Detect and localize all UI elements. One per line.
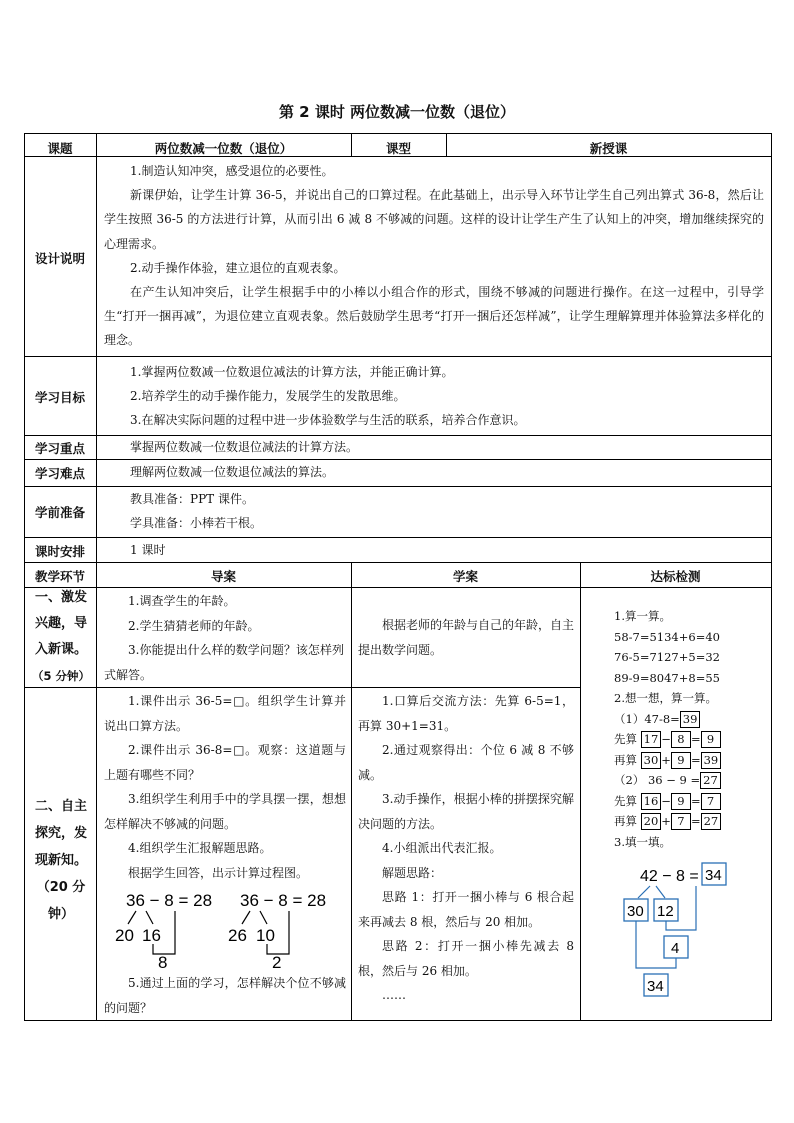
check-line (614, 647, 764, 668)
study-item: 3.动手操作，根据小棒的拼摆探究解决问题的方法。 (358, 792, 574, 831)
check-eq: 34+6=40 (664, 629, 720, 644)
study-item: 根据老师的年龄与自己的年龄，自主提出数学问题。 (358, 618, 575, 657)
diagram1-a: 20 (115, 926, 134, 945)
prep-teacher: 教具准备：PPT 课件。 (130, 492, 254, 506)
check-q1-step2: 再算 30 + 9 = 39 (614, 750, 764, 771)
calc-diagrams (108, 886, 344, 970)
goal-item: 1.掌握两位数减一位数退位减法的计算方法，并能正确计算。 (130, 365, 454, 379)
answer-box: 16 (641, 793, 662, 810)
fill-link (636, 921, 676, 968)
check-eq: 27+5=32 (664, 650, 720, 664)
guide-item: 3.你能提出什么样的数学问题？该怎样列式解答。 (104, 643, 344, 682)
stage2-name-line: （20 分 (36, 880, 86, 895)
diagram2-c: 2 (272, 953, 282, 970)
stage2-study (358, 689, 574, 1008)
design-paragraph: 在产生认知冲突后，让学生根据手中的小棒以小组合作的形式，围绕不够减的问题进行操作。在这一过程中，引导学生“打开一捆再减”，为退位建立直观表象。然后鼓励学生思考“打开一捆后还怎样减”，让学生理解算理并体验算法多样化的理念。 (104, 285, 764, 348)
check-eq: 58-7=51 (614, 629, 665, 644)
study-item: 2.通过观察得出：个位 6 减 8 不够减。 (358, 743, 574, 782)
check-content (614, 606, 764, 852)
check-q2-step1: 先算 16 − 9 = 7 (614, 791, 764, 812)
topic-label: 课题 (47, 141, 73, 156)
guide-item: 4.组织学生汇报解题思路。 (128, 841, 272, 855)
diagram-branch (242, 911, 250, 924)
fill-diagram (618, 858, 738, 1002)
step-label: 再算 (614, 814, 637, 828)
answer-box: 27 (700, 772, 721, 789)
diagram-branch (260, 911, 267, 924)
study-item: 思路 1：打开一捆小棒与 6 根合起来再减去 8 根，然后与 20 相加。 (358, 890, 574, 929)
guide-item: 5.通过上面的学习，怎样解决个位不够减的问题？ (104, 976, 346, 1015)
fill-branch (656, 886, 665, 898)
col-divider (351, 562, 352, 1021)
schedule-label: 课时安排 (34, 544, 85, 559)
fill-b: 12 (657, 903, 674, 920)
difficulty-label: 学习难点 (34, 466, 85, 481)
design-label: 设计说明 (34, 251, 85, 266)
diagram2-b: 10 (256, 926, 275, 945)
study-item: 1.口算后交流方法：先算 6-5=1，再算 30+1=31。 (358, 694, 574, 733)
fill-branch (638, 886, 650, 898)
diagram1-c: 8 (158, 953, 168, 970)
design-content (104, 159, 764, 353)
check-section-3: 3.填一填。 (614, 834, 671, 849)
stage2-name-line: 钟） (47, 907, 74, 922)
type-label: 课型 (385, 141, 411, 156)
check-q2-step2: 再算 20 + 7 = 27 (614, 811, 764, 832)
answer-box: 9 (671, 752, 691, 769)
design-paragraph: 2.动手操作体验，建立退位的直观表象。 (130, 260, 346, 275)
fill-answer: 34 (705, 867, 722, 884)
stage2-name-line: 二、自主 (34, 799, 87, 814)
col-guide: 导案 (210, 569, 236, 584)
stage2-guide-end (104, 971, 346, 1020)
schedule-value: 1 课时 (130, 543, 166, 557)
col-check: 达标检测 (650, 569, 701, 584)
key-value: 掌握两位数减一位数退位减法的计算方法。 (130, 440, 359, 454)
diagram1-b: 16 (142, 926, 161, 945)
page-title: 第 2 课时 两位数减一位数（退位） (278, 103, 516, 121)
design-paragraph: 1.制造认知冲突，感受退位的必要性。 (130, 164, 334, 178)
stage2-name-line: 探究，发 (34, 826, 87, 841)
answer-box: 17 (641, 731, 662, 748)
fill-c: 4 (671, 940, 680, 957)
fill-a: 30 (627, 903, 644, 920)
prep-label: 学前准备 (34, 505, 85, 520)
diagram2-expr: 36 − 8 = 28 (240, 891, 327, 910)
check-section-1: 1.算一算。 (614, 609, 671, 623)
study-item: 解题思路： (382, 865, 443, 880)
answer-box: 9 (701, 731, 721, 748)
goals-label: 学习目标 (34, 390, 85, 405)
stage1-guide (104, 589, 344, 687)
step-label: 再算 (614, 752, 637, 767)
type-value: 新授课 (589, 141, 628, 156)
goal-item: 3.在解决实际问题的过程中进一步体验数学与生活的联系，培养合作意识。 (130, 413, 526, 427)
col-study: 学案 (452, 569, 478, 584)
answer-box: 20 (641, 813, 662, 830)
answer-box: 39 (680, 711, 701, 728)
stage1-name-line: 兴趣，导 (34, 616, 87, 631)
stage1-name-line: （5 分钟） (31, 669, 90, 683)
table-border-right (771, 133, 772, 1021)
check-eq: 89-9=80 (614, 670, 665, 685)
check-section-2: 2.想一想，算一算。 (614, 691, 717, 705)
check-q1 (614, 709, 764, 730)
row-divider (24, 587, 772, 588)
stage1-name (26, 585, 96, 689)
check-line (614, 668, 764, 689)
answer-box: 27 (701, 813, 722, 830)
prep-student: 学具准备：小棒若干根。 (130, 516, 263, 530)
diagram2-a: 26 (228, 926, 247, 945)
diagram1-expr: 36 − 8 = 28 (126, 891, 213, 910)
stage1-study (358, 613, 574, 662)
answer-box: 39 (701, 752, 722, 769)
table-border-top (24, 133, 772, 134)
study-item: 4.小组派出代表汇报。 (382, 841, 502, 855)
check-q1-step1: 先算 17 − 8 = 9 (614, 729, 764, 750)
table-border-bottom (24, 1020, 772, 1021)
fill-expr: 42 − 8 = (640, 868, 699, 885)
answer-box: 9 (671, 793, 691, 810)
stage1-name-line: 入新课。 (34, 642, 87, 657)
guide-item: 2.课件出示 36-8=□。观察：这道题与上题有哪些不同？ (104, 743, 346, 782)
study-item: 思路 2：打开一捆小棒先减去 8 根，然后与 26 相加。 (358, 939, 574, 978)
row-divider (24, 562, 772, 563)
stage2-name (26, 793, 96, 928)
diagram-branch (146, 911, 153, 924)
topic-value: 两位数减一位数（退位） (154, 141, 293, 156)
difficulty-value: 理解两位数减一位数退位减法的算法。 (130, 465, 335, 479)
study-item: …… (382, 988, 406, 1002)
guide-item: 1.调查学生的年龄。 (128, 594, 236, 608)
diagram-branch (128, 911, 136, 924)
goal-item: 2.培养学生的动手操作能力，发展学生的发散思维。 (130, 389, 406, 403)
stage1-name-line: 一、激发 (34, 590, 87, 605)
check-eq: 76-5=71 (614, 650, 665, 664)
fill-d: 34 (647, 978, 664, 995)
guide-item: 根据学生回答，出示计算过程图。 (128, 865, 309, 880)
answer-box: 30 (641, 752, 662, 769)
key-label: 学习重点 (34, 441, 85, 456)
q1-expr: （1）47-8= (614, 711, 680, 726)
row-divider (24, 356, 772, 357)
stage2-guide (104, 689, 346, 885)
guide-item: 3.组织学生利用手中的学具摆一摆，想想怎样解决不够减的问题。 (104, 792, 346, 831)
check-eq: 47+8=55 (664, 670, 720, 685)
col-stage: 教学环节 (34, 569, 85, 584)
answer-box: 8 (671, 731, 691, 748)
col-divider (580, 562, 581, 1021)
row-divider (24, 687, 581, 688)
step-label: 先算 (614, 732, 637, 746)
answer-box: 7 (671, 813, 691, 830)
guide-item: 1.课件出示 36-5=□。组织学生计算并说出口算方法。 (104, 694, 346, 733)
check-line (614, 627, 764, 648)
check-q2 (614, 770, 764, 791)
step-label: 先算 (614, 793, 637, 808)
answer-box: 7 (701, 793, 721, 810)
guide-item: 2.学生猜猜老师的年龄。 (128, 618, 260, 633)
goals-content (130, 360, 770, 432)
design-paragraph: 新课伊始，让学生计算 36-5，并说出自己的口算过程。在此基础上，出示导入环节让学生自己列出算式 36-8，然后让学生按照 36-5 的方法进行计算，从而引出 6 减 8 不够减的问题。这样的设计让学生产生了认知上的冲突，增加继续探究的心理需求。 (104, 188, 764, 251)
stage2-name-line: 现新知。 (34, 853, 87, 868)
q2-expr: （2） 36 − 9 = (614, 773, 701, 787)
